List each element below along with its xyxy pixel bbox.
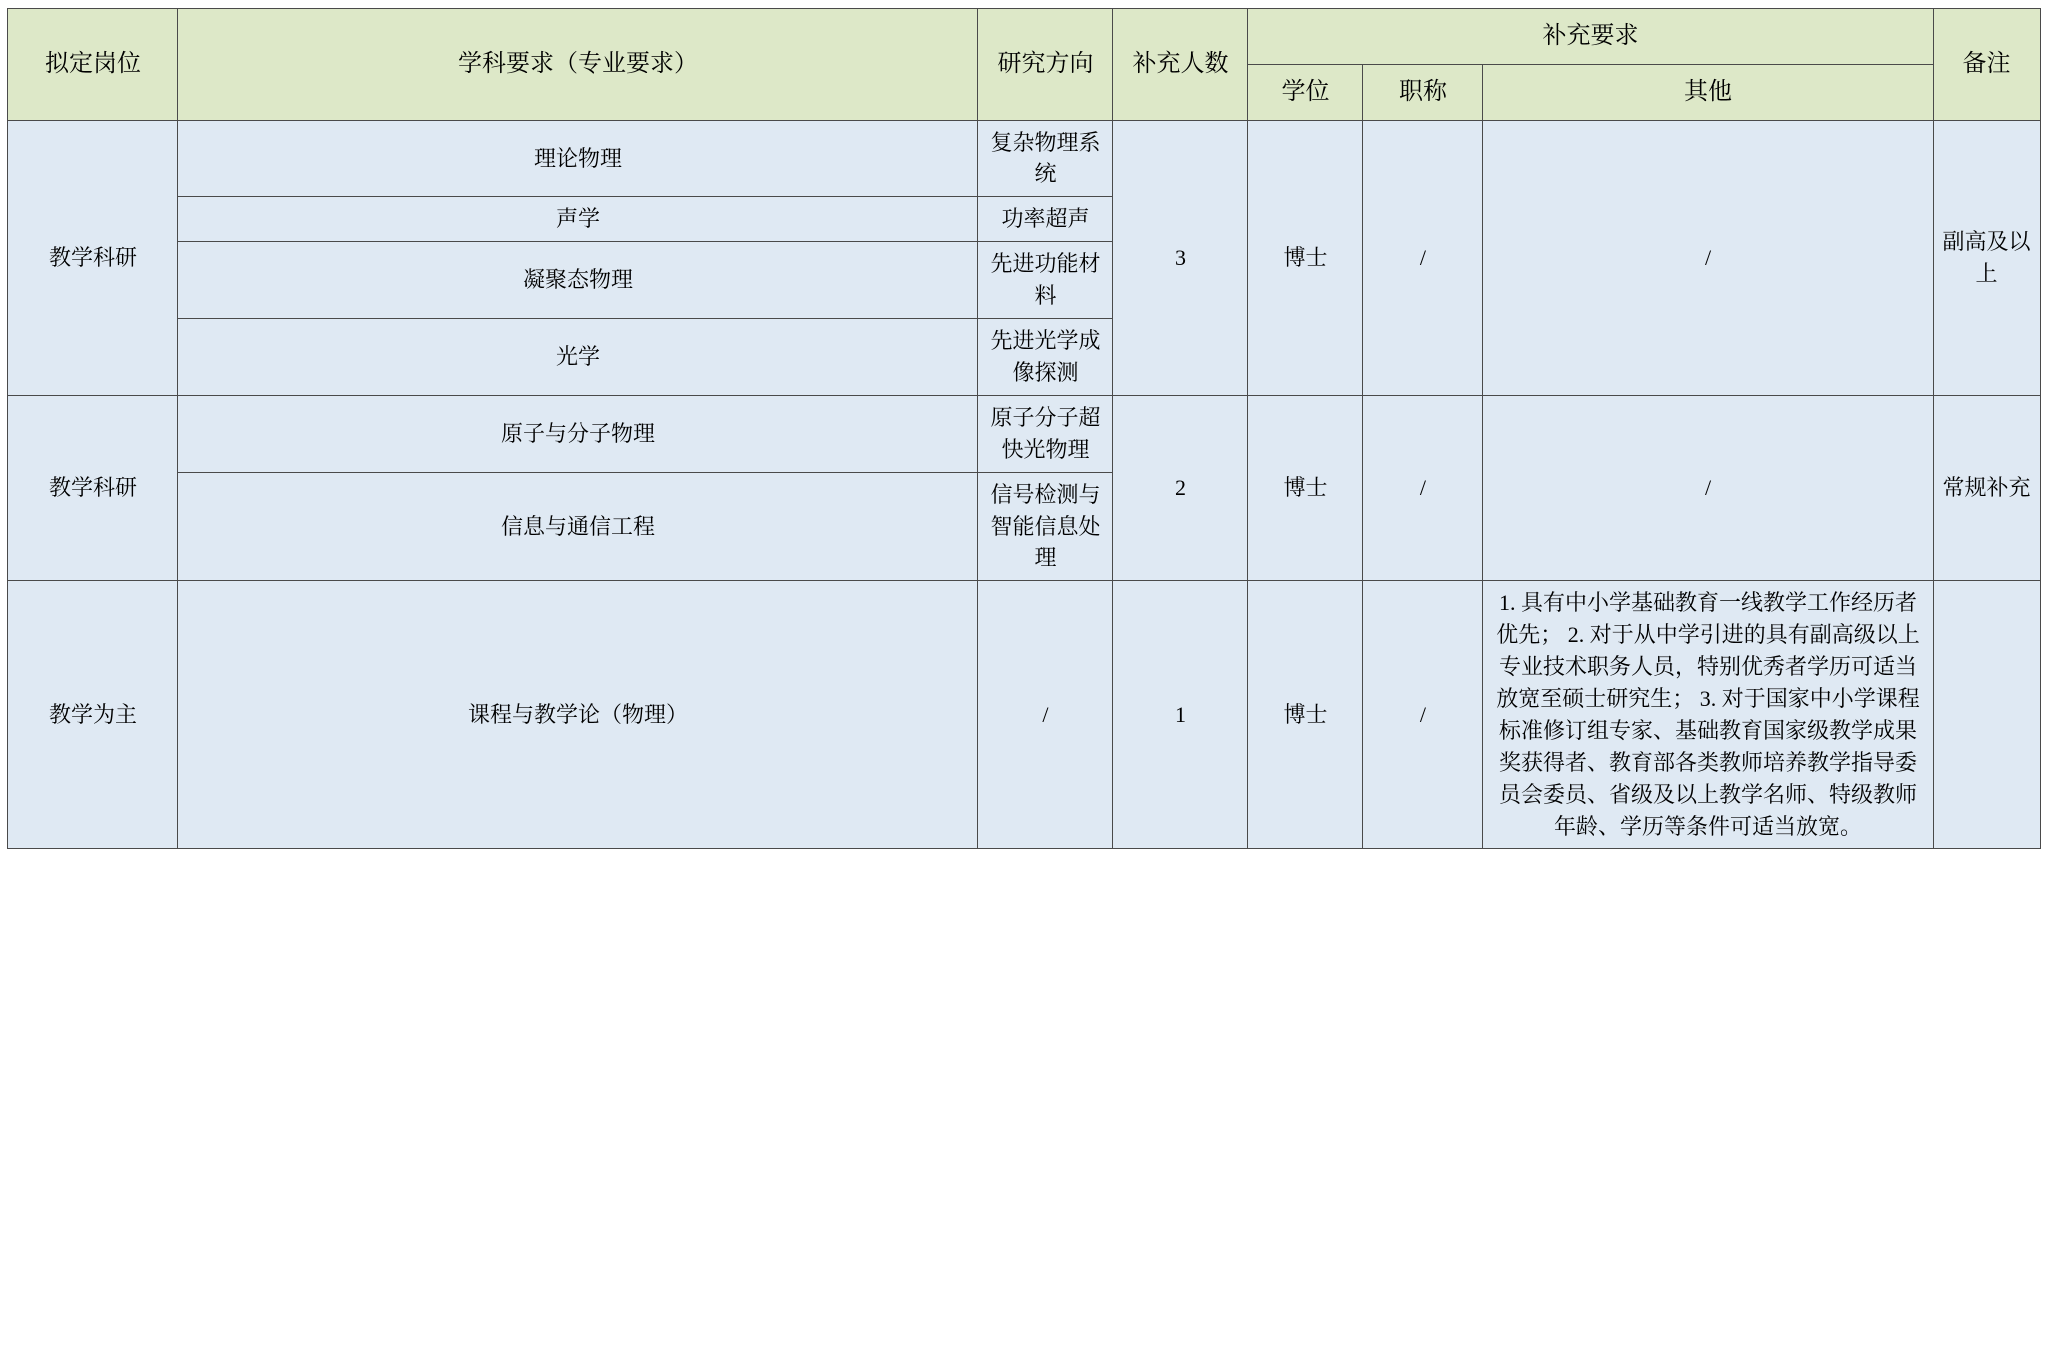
cell-other: / xyxy=(1483,395,1933,580)
cell-direction: 先进功能材料 xyxy=(978,242,1113,319)
cell-remark: 副高及以上 xyxy=(1933,120,2040,395)
table-head xyxy=(8,9,2040,121)
cell-degree: 博士 xyxy=(1248,395,1363,580)
cell-other: 1. 具有中小学基础教育一线教学工作经历者优先； 2. 对于从中学引进的具有副高级以上专业技术职务人员，特别优秀者学历可适当放宽至硕士研究生； 3. 对于国家中小学课程标准修订组专家、基础教育国家级教学成果奖获得者、教育部各类教师培养教学指导委员会委员、省级及以上教学名师、特级教师年龄、学历等条件可适当放宽。 xyxy=(1483,581,1933,849)
cell-direction: / xyxy=(978,581,1113,849)
column-header-degree: 学位 xyxy=(1248,64,1363,120)
cell-direction: 复杂物理系统 xyxy=(978,120,1113,197)
recruitment-table xyxy=(7,8,2040,849)
cell-remark xyxy=(1933,581,2040,849)
cell-title: / xyxy=(1363,120,1483,395)
column-header-direction: 研究方向 xyxy=(978,9,1113,121)
table-body xyxy=(8,120,2040,849)
cell-post: 教学科研 xyxy=(8,395,178,580)
column-header-major: 学科要求（专业要求） xyxy=(178,9,978,121)
column-header-supplement: 补充要求 xyxy=(1248,9,1933,65)
cell-count: 3 xyxy=(1113,120,1248,395)
table-row xyxy=(8,581,2040,849)
cell-title: / xyxy=(1363,395,1483,580)
column-header-other: 其他 xyxy=(1483,64,1933,120)
cell-degree: 博士 xyxy=(1248,120,1363,395)
cell-major: 理论物理 xyxy=(178,120,978,197)
column-header-count: 补充人数 xyxy=(1113,9,1248,121)
column-header-title: 职称 xyxy=(1363,64,1483,120)
header-row-1 xyxy=(8,9,2040,65)
cell-other: / xyxy=(1483,120,1933,395)
cell-count: 1 xyxy=(1113,581,1248,849)
cell-major: 光学 xyxy=(178,319,978,396)
cell-title: / xyxy=(1363,581,1483,849)
cell-direction: 先进光学成像探测 xyxy=(978,319,1113,396)
cell-major: 声学 xyxy=(178,197,978,242)
column-header-post: 拟定岗位 xyxy=(8,9,178,121)
cell-post: 教学为主 xyxy=(8,581,178,849)
cell-major: 凝聚态物理 xyxy=(178,242,978,319)
cell-direction: 原子分子超快光物理 xyxy=(978,395,1113,472)
cell-degree: 博士 xyxy=(1248,581,1363,849)
table-row xyxy=(8,120,2040,197)
column-header-remark: 备注 xyxy=(1933,9,2040,121)
cell-major: 课程与教学论（物理） xyxy=(178,581,978,849)
cell-direction: 功率超声 xyxy=(978,197,1113,242)
cell-major: 原子与分子物理 xyxy=(178,395,978,472)
cell-post: 教学科研 xyxy=(8,120,178,395)
cell-direction: 信号检测与智能信息处理 xyxy=(978,472,1113,581)
cell-count: 2 xyxy=(1113,395,1248,580)
cell-remark: 常规补充 xyxy=(1933,395,2040,580)
table-row xyxy=(8,395,2040,472)
cell-major: 信息与通信工程 xyxy=(178,472,978,581)
